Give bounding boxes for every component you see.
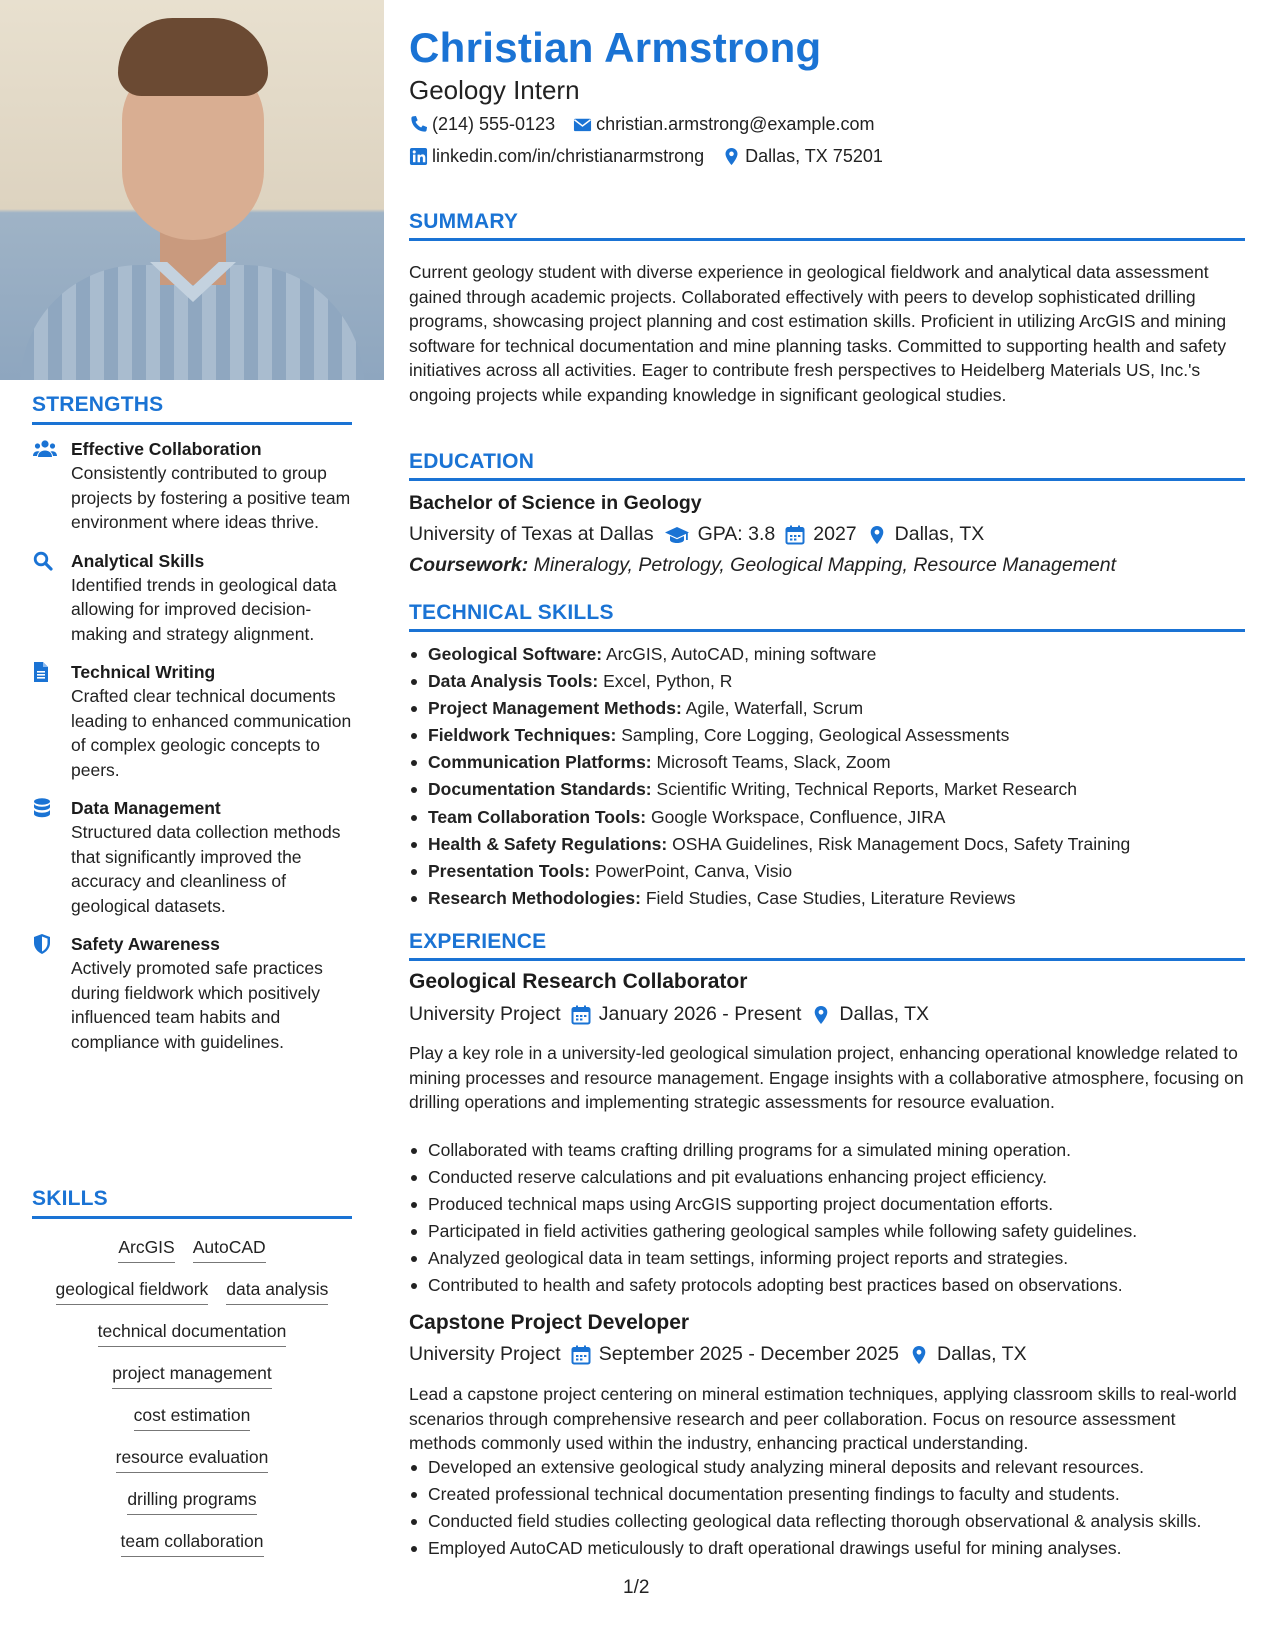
calendar-icon (571, 1345, 591, 1365)
skills-row (32, 1277, 352, 1305)
search-icon (33, 551, 55, 571)
skill-tag: ArcGIS (118, 1235, 174, 1263)
skill-tag: resource evaluation (116, 1445, 269, 1473)
strength-description: Actively promoted safe practices during fieldwork which positively influenced team habits and compliance with guidelines. (71, 958, 323, 1052)
strength-description: Identified trends in geological data allowing for improved decision-making and strategy alignment. (71, 574, 337, 644)
job-description: Lead a capstone project centering on mineral estimation techniques, applying classroom skills to real-world scenarios through comprehensive research and peer collaboration. Focus on resource assessment methods commonly used within the industry, enhancing practical understanding. (409, 1384, 1237, 1453)
job-location: Dallas, TX (839, 1003, 930, 1025)
skill-tag: AutoCAD (193, 1235, 266, 1263)
strengths-section (32, 393, 352, 1054)
document-icon (33, 662, 55, 682)
skills-row (32, 1529, 352, 1557)
candidate-title: Geology Intern (409, 75, 580, 105)
strength-title: Effective Collaboration (71, 439, 262, 459)
graduation-year: 2027 (813, 523, 857, 545)
left-column (0, 0, 384, 1650)
contact-row (409, 114, 874, 135)
school-name: University of Texas at Dallas (409, 523, 654, 545)
database-icon (33, 798, 55, 818)
education-heading: EDUCATION (409, 450, 1245, 481)
list-item: Project Management Methods: Agile, Waterfall, Scrum (409, 696, 1245, 721)
list-item: Produced technical maps using ArcGIS supporting project documentation efforts. (409, 1192, 1245, 1217)
job-meta (409, 1343, 1027, 1366)
skills-heading: SKILLS (32, 1187, 352, 1219)
list-item: Participated in field activities gathering geological samples while following safety guidelines. (409, 1219, 1245, 1244)
list-item: Collaborated with teams crafting drilling programs for a simulated mining operation. (409, 1138, 1245, 1163)
skills-row (32, 1319, 352, 1347)
job-description: Play a key role in a university-led geological simulation project, enhancing operational knowledge related to mining processes and resource management. Engage insights with a collaborative atmosphere, focusing on drilling operations and implementing strategic assessments for resource evaluation. (409, 1043, 1244, 1112)
list-item: Presentation Tools: PowerPoint, Canva, Visio (409, 859, 1245, 884)
phone-contact (409, 114, 555, 135)
strength-title: Technical Writing (71, 662, 216, 682)
contact-row (409, 146, 883, 167)
list-item: Contributed to health and safety protocols adopting best practices based on observations. (409, 1273, 1245, 1298)
list-item: Created professional technical documentation presenting findings to faculty and students. (409, 1482, 1245, 1507)
strength-description: Structured data collection methods that significantly improved the accuracy and cleanliness of geological datasets. (71, 822, 341, 916)
job-title: Capstone Project Developer (409, 1311, 690, 1334)
list-item: Fieldwork Techniques: Sampling, Core Logging, Geological Assessments (409, 723, 1245, 748)
strength-title: Analytical Skills (71, 550, 205, 571)
map-pin-icon (867, 525, 887, 545)
phone-icon (409, 115, 428, 134)
skill-tag: technical documentation (98, 1319, 287, 1347)
job-title: Geological Research Collaborator (409, 970, 748, 993)
skills-section (32, 1187, 352, 1557)
calendar-icon (571, 1005, 591, 1025)
candidate-name: Christian Armstrong (409, 24, 822, 71)
map-pin-icon (909, 1345, 929, 1365)
list-item: Health & Safety Regulations: OSHA Guidelines, Risk Management Docs, Safety Training (409, 832, 1245, 857)
coursework-list: Mineralogy, Petrology, Geological Mapping, Resource Management (533, 554, 1117, 576)
users-icon (33, 439, 55, 459)
profile-photo (0, 0, 384, 380)
skills-row (32, 1403, 352, 1431)
graduation-cap-icon (664, 525, 690, 545)
location-text: Dallas, TX 75201 (745, 146, 883, 166)
list-item: Developed an extensive geological study analyzing mineral deposits and relevant resources. (409, 1455, 1245, 1480)
phone-text: (214) 555-0123 (432, 114, 556, 134)
list-item: Communication Platforms: Microsoft Teams, Slack, Zoom (409, 750, 1245, 775)
skill-tag: data analysis (226, 1277, 328, 1305)
skills-row (32, 1235, 352, 1263)
shield-icon (33, 934, 55, 954)
job-meta (409, 1003, 929, 1026)
strength-item (32, 796, 352, 918)
email-text[interactable]: christian.armstrong@example.com (596, 114, 875, 134)
summary-text: Current geology student with diverse experience in geological fieldwork and analytical data assessment gained through academic projects. Collaborated effectively with peers to develop sophisticated drilling programs, showcasing project planning and cost estimation skills. Proficient in utilizing ArcGIS and mining software for technical documentation and mine planning tasks. Committed to supporting health and safety initiatives across all activities. Eager to contribute fresh perspectives to Heidelberg Materials US, Inc.'s ongoing projects while expanding knowledge in significant geological studies. (409, 262, 1227, 405)
linkedin-icon (409, 147, 428, 166)
list-item: Geological Software: ArcGIS, AutoCAD, mining software (409, 642, 1245, 667)
degree-title: Bachelor of Science in Geology (409, 492, 702, 514)
job-bullets (409, 1138, 1245, 1301)
skill-tag: project management (112, 1361, 272, 1389)
technical-skills-heading: TECHNICAL SKILLS (409, 601, 1245, 632)
map-pin-icon (811, 1005, 831, 1025)
email-contact[interactable] (573, 114, 874, 135)
strength-item (32, 437, 352, 535)
linkedin-contact[interactable] (409, 146, 704, 167)
page-number: 1/2 (623, 1577, 650, 1598)
skills-row (32, 1445, 352, 1473)
skills-row (32, 1361, 352, 1389)
list-item: Data Analysis Tools: Excel, Python, R (409, 669, 1245, 694)
job-bullets (409, 1455, 1245, 1563)
skill-tag: cost estimation (134, 1403, 251, 1431)
linkedin-text[interactable]: linkedin.com/in/christianarmstrong (432, 146, 705, 166)
education-meta (409, 523, 984, 546)
strength-title: Data Management (71, 798, 221, 818)
list-item: Documentation Standards: Scientific Writing, Technical Reports, Market Research (409, 777, 1245, 802)
coursework-line (409, 554, 1116, 577)
education-location: Dallas, TX (894, 523, 985, 545)
summary-heading: SUMMARY (409, 210, 1245, 241)
gpa-text: GPA: 3.8 (697, 523, 776, 545)
list-item: Conducted reserve calculations and pit evaluations enhancing project efficiency. (409, 1165, 1245, 1190)
strength-description: Consistently contributed to group projects by fostering a positive team environment where ideas thrive. (71, 463, 351, 532)
strength-description: Crafted clear technical documents leading to enhanced communication of complex geologic concepts to peers. (71, 686, 352, 780)
job-organization: University Project (409, 1003, 561, 1025)
experience-heading: EXPERIENCE (409, 930, 1245, 961)
coursework-label: Coursework: (409, 554, 529, 576)
envelope-icon (573, 115, 592, 134)
location-contact (722, 146, 883, 167)
job-organization: University Project (409, 1343, 561, 1365)
skill-tag: geological fieldwork (56, 1277, 209, 1305)
calendar-icon (785, 525, 805, 545)
job-dates: September 2025 - December 2025 (598, 1343, 899, 1365)
strengths-heading: STRENGTHS (32, 393, 352, 425)
list-item: Analyzed geological data in team settings, informing project reports and strategies. (409, 1246, 1245, 1271)
list-item: Employed AutoCAD meticulously to draft operational drawings useful for mining analyses. (409, 1536, 1245, 1561)
skills-row (32, 1487, 352, 1515)
strength-item (32, 660, 352, 782)
strength-item (32, 549, 352, 647)
list-item: Conducted field studies collecting geological data reflecting thorough observational & analysis skills. (409, 1509, 1245, 1534)
technical-skills-list (409, 642, 1245, 913)
job-dates: January 2026 - Present (598, 1003, 802, 1025)
list-item: Research Methodologies: Field Studies, Case Studies, Literature Reviews (409, 886, 1245, 911)
strength-item (32, 932, 352, 1054)
skill-tag: team collaboration (121, 1529, 264, 1557)
skill-tag: drilling programs (127, 1487, 256, 1515)
map-pin-icon (722, 147, 741, 166)
strength-title: Safety Awareness (71, 934, 220, 954)
job-location: Dallas, TX (936, 1343, 1027, 1365)
list-item: Team Collaboration Tools: Google Workspace, Confluence, JIRA (409, 805, 1245, 830)
